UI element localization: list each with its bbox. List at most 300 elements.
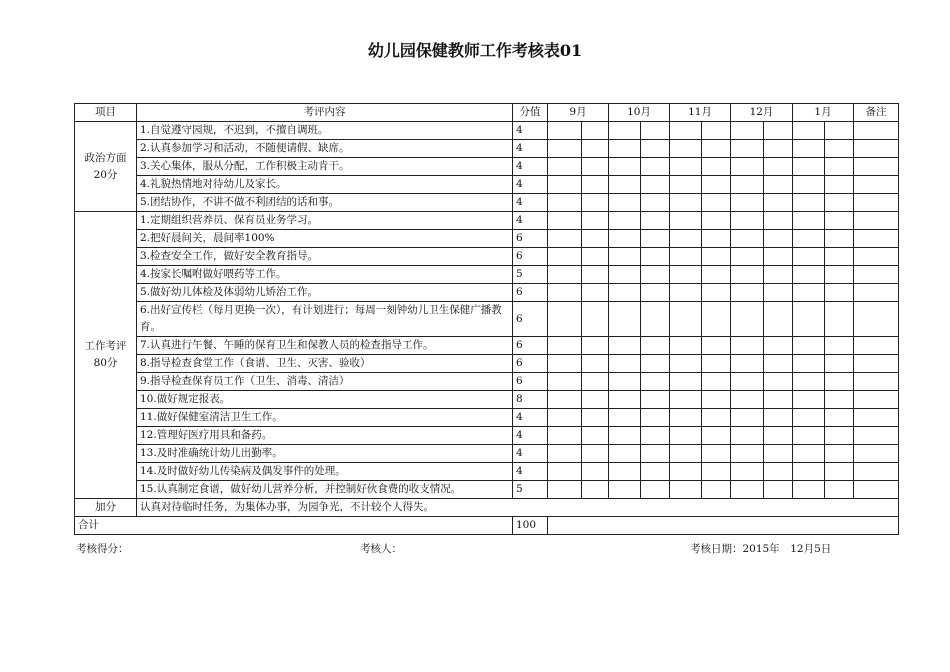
month-score-cell [731, 445, 764, 463]
month-score-cell [609, 373, 641, 391]
month-score-cell [609, 337, 641, 355]
month-score-cell [582, 140, 609, 158]
month-score-cell [670, 248, 702, 266]
month-score-cell [582, 158, 609, 176]
table-body [75, 122, 899, 535]
month-score-cell [641, 212, 670, 230]
month-score-cell [825, 266, 854, 284]
criterion-score: 4 [513, 122, 548, 140]
table-row [75, 248, 899, 266]
month-score-cell [670, 427, 702, 445]
month-score-cell [702, 248, 731, 266]
month-score-cell [641, 409, 670, 427]
month-score-cell [825, 212, 854, 230]
month-score-cell [670, 373, 702, 391]
month-score-cell [582, 284, 609, 302]
month-score-cell [764, 463, 793, 481]
month-score-cell [702, 158, 731, 176]
remark-cell [854, 140, 899, 158]
month-score-cell [609, 445, 641, 463]
month-score-cell [609, 266, 641, 284]
month-score-cell [670, 445, 702, 463]
month-score-cell [641, 391, 670, 409]
month-score-cell [731, 355, 764, 373]
month-score-cell [670, 409, 702, 427]
table-row [75, 337, 899, 355]
month-score-cell [548, 445, 582, 463]
month-score-cell [609, 176, 641, 194]
month-score-cell [825, 409, 854, 427]
month-score-cell [548, 158, 582, 176]
month-score-cell [764, 302, 793, 337]
month-score-cell [731, 302, 764, 337]
table-row [75, 445, 899, 463]
month-score-cell [764, 140, 793, 158]
month-score-cell [764, 337, 793, 355]
month-score-cell [731, 391, 764, 409]
month-score-cell [731, 158, 764, 176]
bonus-row [75, 499, 899, 517]
month-score-cell [731, 140, 764, 158]
month-score-cell [764, 212, 793, 230]
month-score-cell [641, 337, 670, 355]
month-score-cell [702, 427, 731, 445]
month-score-cell [641, 230, 670, 248]
month-score-cell [670, 391, 702, 409]
criterion-content: 6.出好宣传栏（每月更换一次），有计划进行；每周一刻钟幼儿卫生保健广播教育。 [137, 302, 513, 337]
month-score-cell [670, 212, 702, 230]
header-item: 项目 [75, 104, 137, 122]
criterion-score: 6 [513, 230, 548, 248]
month-score-cell [609, 194, 641, 212]
table-row [75, 373, 899, 391]
header-month-oct: 10月 [609, 104, 670, 122]
month-score-cell [793, 337, 825, 355]
month-score-cell [764, 176, 793, 194]
month-score-cell [582, 212, 609, 230]
table-row [75, 266, 899, 284]
month-score-cell [793, 194, 825, 212]
table-row [75, 463, 899, 481]
month-score-cell [548, 373, 582, 391]
table-row [75, 158, 899, 176]
month-score-cell [582, 373, 609, 391]
criterion-score: 4 [513, 463, 548, 481]
month-score-cell [548, 302, 582, 337]
criterion-content: 3.检查安全工作，做好安全教育指导。 [137, 248, 513, 266]
month-score-cell [764, 266, 793, 284]
criterion-content: 13.及时准确统计幼儿出勤率。 [137, 445, 513, 463]
month-score-cell [793, 409, 825, 427]
month-score-cell [764, 284, 793, 302]
month-score-cell [609, 158, 641, 176]
remark-cell [854, 355, 899, 373]
month-score-cell [670, 355, 702, 373]
month-score-cell [764, 481, 793, 499]
table-row [75, 391, 899, 409]
month-score-cell [702, 355, 731, 373]
month-score-cell [641, 373, 670, 391]
remark-cell [854, 194, 899, 212]
month-score-cell [609, 140, 641, 158]
remark-cell [854, 266, 899, 284]
month-score-cell [582, 122, 609, 140]
remark-cell [854, 284, 899, 302]
month-score-cell [731, 284, 764, 302]
month-score-cell [731, 337, 764, 355]
table-row [75, 212, 899, 230]
table-row [75, 481, 899, 499]
month-score-cell [670, 302, 702, 337]
criterion-content: 14.及时做好幼儿传染病及偶发事件的处理。 [137, 463, 513, 481]
month-score-cell [793, 481, 825, 499]
month-score-cell [764, 230, 793, 248]
month-score-cell [702, 122, 731, 140]
header-remark: 备注 [854, 104, 899, 122]
criterion-content: 1.定期组织营养员、保育员业务学习。 [137, 212, 513, 230]
month-score-cell [582, 355, 609, 373]
table-row [75, 176, 899, 194]
month-score-cell [609, 248, 641, 266]
month-score-cell [702, 391, 731, 409]
month-score-cell [609, 427, 641, 445]
month-score-cell [702, 230, 731, 248]
table-row [75, 230, 899, 248]
month-score-cell [793, 355, 825, 373]
month-score-cell [641, 266, 670, 284]
remark-cell [854, 337, 899, 355]
month-score-cell [731, 194, 764, 212]
remark-cell [854, 248, 899, 266]
month-score-cell [582, 463, 609, 481]
month-score-cell [609, 122, 641, 140]
month-score-cell [670, 463, 702, 481]
month-score-cell [793, 158, 825, 176]
month-score-cell [731, 373, 764, 391]
criterion-content: 5.做好幼儿体检及体弱幼儿矫治工作。 [137, 284, 513, 302]
month-score-cell [793, 266, 825, 284]
month-score-cell [702, 176, 731, 194]
total-empty-cell [548, 517, 899, 535]
month-score-cell [609, 355, 641, 373]
month-score-cell [702, 302, 731, 337]
month-score-cell [731, 122, 764, 140]
month-score-cell [582, 248, 609, 266]
month-score-cell [609, 463, 641, 481]
month-score-cell [793, 373, 825, 391]
month-score-cell [548, 481, 582, 499]
header-month-jan: 1月 [793, 104, 854, 122]
remark-cell [854, 373, 899, 391]
month-score-cell [793, 284, 825, 302]
month-score-cell [793, 140, 825, 158]
section-category-cell [75, 212, 137, 499]
criterion-score: 8 [513, 391, 548, 409]
month-score-cell [548, 427, 582, 445]
month-score-cell [609, 391, 641, 409]
month-score-cell [731, 212, 764, 230]
month-score-cell [641, 445, 670, 463]
month-score-cell [609, 212, 641, 230]
criterion-score: 4 [513, 158, 548, 176]
header-month-nov: 11月 [670, 104, 731, 122]
month-score-cell [609, 230, 641, 248]
bonus-label: 加分 [75, 499, 137, 517]
assessment-table [74, 103, 899, 535]
criterion-score: 4 [513, 427, 548, 445]
month-score-cell [548, 176, 582, 194]
month-score-cell [793, 176, 825, 194]
month-score-cell [825, 158, 854, 176]
criterion-content: 4.按家长嘱咐做好喂药等工作。 [137, 266, 513, 284]
month-score-cell [793, 212, 825, 230]
month-score-cell [793, 230, 825, 248]
month-score-cell [582, 337, 609, 355]
criterion-content: 5.团结协作，不讲不做不利团结的话和事。 [137, 194, 513, 212]
month-score-cell [764, 158, 793, 176]
month-score-cell [825, 122, 854, 140]
criterion-content: 2.认真参加学习和活动，不随便请假、缺席。 [137, 140, 513, 158]
criterion-score: 6 [513, 373, 548, 391]
month-score-cell [702, 140, 731, 158]
table-row [75, 194, 899, 212]
remark-cell [854, 158, 899, 176]
header-month-sep: 9月 [548, 104, 609, 122]
month-score-cell [825, 373, 854, 391]
remark-cell [854, 230, 899, 248]
month-score-cell [548, 355, 582, 373]
table-row [75, 122, 899, 140]
month-score-cell [548, 230, 582, 248]
month-score-cell [825, 230, 854, 248]
criterion-score: 6 [513, 337, 548, 355]
month-score-cell [670, 140, 702, 158]
month-score-cell [825, 140, 854, 158]
page-title: 幼儿园保健教师工作考核表01 [367, 41, 583, 60]
month-score-cell [641, 122, 670, 140]
criterion-score: 5 [513, 266, 548, 284]
month-score-cell [582, 481, 609, 499]
month-score-cell [582, 194, 609, 212]
month-score-cell [582, 230, 609, 248]
month-score-cell [670, 194, 702, 212]
month-score-cell [702, 373, 731, 391]
remark-cell [854, 302, 899, 337]
criterion-content: 8.指导检查食堂工作（食谱、卫生、灭害、验收） [137, 355, 513, 373]
month-score-cell [825, 463, 854, 481]
section-category-cell [75, 122, 137, 212]
month-score-cell [548, 194, 582, 212]
criterion-score: 4 [513, 212, 548, 230]
month-score-cell [764, 194, 793, 212]
bonus-content: 认真对待临时任务，为集体办事，为园争光，不计较个人得失。 [137, 499, 899, 517]
criterion-score: 6 [513, 248, 548, 266]
month-score-cell [702, 284, 731, 302]
month-score-cell [825, 176, 854, 194]
month-score-cell [731, 176, 764, 194]
criterion-content: 1.自觉遵守园规，不迟到，不擅自调班。 [137, 122, 513, 140]
month-score-cell [702, 337, 731, 355]
month-score-cell [731, 248, 764, 266]
month-score-cell [548, 212, 582, 230]
month-score-cell [548, 266, 582, 284]
header-month-dec: 12月 [731, 104, 793, 122]
month-score-cell [702, 266, 731, 284]
month-score-cell [825, 302, 854, 337]
criterion-score: 4 [513, 445, 548, 463]
month-score-cell [825, 391, 854, 409]
remark-cell [854, 463, 899, 481]
month-score-cell [548, 248, 582, 266]
month-score-cell [582, 266, 609, 284]
criterion-content: 10.做好规定报表。 [137, 391, 513, 409]
month-score-cell [793, 391, 825, 409]
month-score-cell [793, 302, 825, 337]
month-score-cell [641, 140, 670, 158]
total-label: 合计 [75, 517, 513, 535]
month-score-cell [731, 266, 764, 284]
month-score-cell [702, 194, 731, 212]
section-name: 政治方面 [84, 151, 127, 164]
header-content: 考评内容 [137, 104, 513, 122]
remark-cell [854, 427, 899, 445]
total-score: 100 [513, 517, 548, 535]
criterion-content: 4.礼貌热情地对待幼儿及家长。 [137, 176, 513, 194]
month-score-cell [548, 140, 582, 158]
criterion-score: 6 [513, 302, 548, 337]
month-score-cell [641, 194, 670, 212]
month-score-cell [582, 409, 609, 427]
remark-cell [854, 122, 899, 140]
month-score-cell [793, 427, 825, 445]
month-score-cell [641, 284, 670, 302]
month-score-cell [825, 355, 854, 373]
table-row [75, 355, 899, 373]
month-score-cell [641, 355, 670, 373]
month-score-cell [609, 481, 641, 499]
table-row [75, 284, 899, 302]
month-score-cell [702, 212, 731, 230]
month-score-cell [548, 391, 582, 409]
table-row [75, 409, 899, 427]
header-score: 分值 [513, 104, 548, 122]
criterion-content: 15.认真制定食谱，做好幼儿营养分析，并控制好伙食费的收支情况。 [137, 481, 513, 499]
month-score-cell [825, 481, 854, 499]
criterion-score: 4 [513, 140, 548, 158]
month-score-cell [764, 122, 793, 140]
month-score-cell [731, 427, 764, 445]
month-score-cell [548, 409, 582, 427]
remark-cell [854, 391, 899, 409]
total-row [75, 517, 899, 535]
criterion-score: 6 [513, 284, 548, 302]
month-score-cell [825, 337, 854, 355]
month-score-cell [764, 391, 793, 409]
month-score-cell [641, 427, 670, 445]
month-score-cell [731, 463, 764, 481]
month-score-cell [793, 445, 825, 463]
month-score-cell [641, 463, 670, 481]
month-score-cell [731, 409, 764, 427]
criterion-content: 2.把好晨间关，晨间率100% [137, 230, 513, 248]
month-score-cell [825, 427, 854, 445]
criterion-score: 4 [513, 409, 548, 427]
month-score-cell [793, 463, 825, 481]
section-points: 80分 [93, 357, 118, 369]
remark-cell [854, 445, 899, 463]
section-points: 20分 [93, 168, 118, 181]
header-row [75, 104, 899, 122]
month-score-cell [670, 176, 702, 194]
month-score-cell [702, 481, 731, 499]
table-row [75, 427, 899, 445]
month-score-cell [702, 445, 731, 463]
month-score-cell [793, 122, 825, 140]
section-name: 工作考评 [84, 340, 127, 352]
month-score-cell [731, 481, 764, 499]
month-score-cell [582, 391, 609, 409]
month-score-cell [548, 337, 582, 355]
month-score-cell [670, 284, 702, 302]
remark-cell [854, 481, 899, 499]
month-score-cell [731, 230, 764, 248]
month-score-cell [582, 445, 609, 463]
criterion-score: 5 [513, 481, 548, 499]
month-score-cell [670, 158, 702, 176]
month-score-cell [582, 176, 609, 194]
remark-cell [854, 409, 899, 427]
footer-score-label: 考核得分： [76, 543, 129, 555]
month-score-cell [609, 409, 641, 427]
remark-cell [854, 212, 899, 230]
month-score-cell [702, 409, 731, 427]
month-score-cell [764, 409, 793, 427]
month-score-cell [670, 266, 702, 284]
month-score-cell [670, 337, 702, 355]
month-score-cell [670, 481, 702, 499]
month-score-cell [825, 194, 854, 212]
criterion-score: 4 [513, 194, 548, 212]
month-score-cell [702, 463, 731, 481]
footer-date: 考核日期：2015年 12月5日 [690, 543, 832, 555]
month-score-cell [641, 302, 670, 337]
month-score-cell [548, 463, 582, 481]
month-score-cell [641, 158, 670, 176]
footer-assessor-label: 考核人： [360, 543, 402, 555]
criterion-score: 6 [513, 355, 548, 373]
criterion-content: 11.做好保健室清洁卫生工作。 [137, 409, 513, 427]
criterion-content: 3.关心集体，服从分配，工作积极主动肯干。 [137, 158, 513, 176]
month-score-cell [764, 427, 793, 445]
month-score-cell [825, 445, 854, 463]
month-score-cell [641, 248, 670, 266]
remark-cell [854, 176, 899, 194]
month-score-cell [764, 248, 793, 266]
month-score-cell [582, 427, 609, 445]
criterion-content: 12.管理好医疗用具和备药。 [137, 427, 513, 445]
table-row [75, 302, 899, 337]
month-score-cell [609, 284, 641, 302]
month-score-cell [793, 248, 825, 266]
month-score-cell [548, 122, 582, 140]
month-score-cell [641, 176, 670, 194]
table-row [75, 140, 899, 158]
month-score-cell [641, 481, 670, 499]
month-score-cell [670, 230, 702, 248]
criterion-content: 7.认真进行午餐、午睡的保育卫生和保教人员的检查指导工作。 [137, 337, 513, 355]
month-score-cell [764, 373, 793, 391]
month-score-cell [609, 302, 641, 337]
